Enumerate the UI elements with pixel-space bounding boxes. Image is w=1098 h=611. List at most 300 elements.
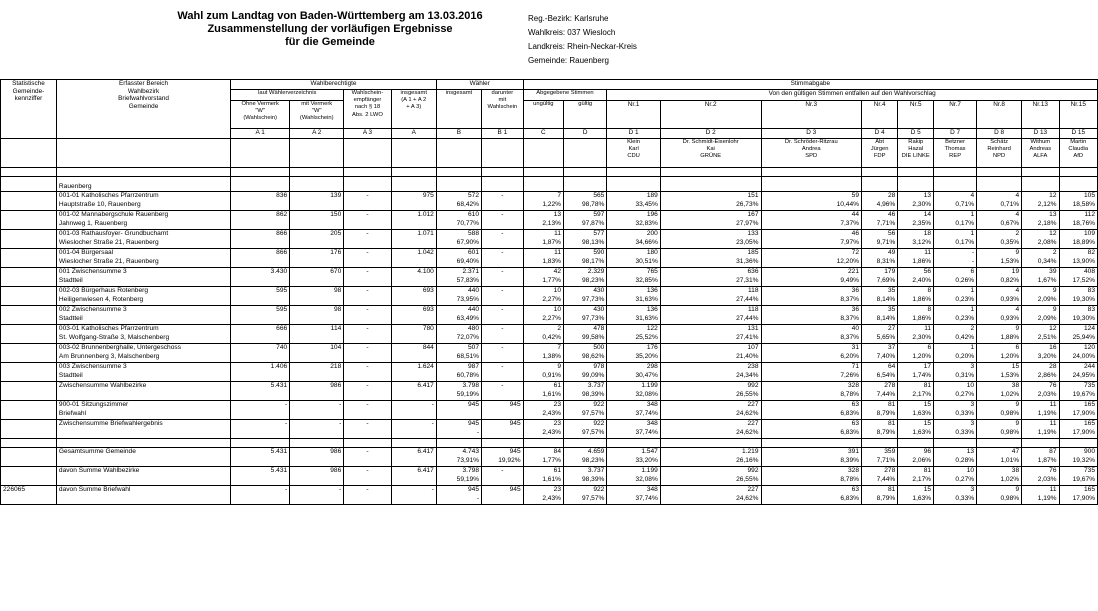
value-a3: - (344, 325, 391, 335)
party-pct: 1,88% (977, 334, 1022, 344)
value-a3: - (344, 287, 391, 297)
pct-b: 57,83% (436, 277, 481, 287)
pct-b: 73,95% (436, 296, 481, 306)
party-pct: 17,90% (1059, 410, 1098, 420)
value-a3: - (344, 467, 391, 477)
party-votes: 359 (862, 448, 898, 458)
empty-a2 (290, 239, 344, 249)
stat-code-2 (1, 239, 57, 249)
party-pct: 7,97% (761, 239, 862, 249)
party-pct: 8,31% (862, 258, 898, 268)
value-a2: 986 (290, 382, 344, 392)
party-pct: 2,09% (1022, 296, 1059, 306)
party-votes: 3 (934, 363, 977, 373)
party-pct: 1,86% (898, 315, 934, 325)
stat-code (1, 420, 57, 430)
value-b: 2.371 (436, 268, 481, 278)
col-area-line: Gemeinde (128, 102, 159, 110)
value-d: 3.737 (564, 467, 607, 477)
blank-cell (977, 168, 1022, 177)
col-candidate-line: Betzner (945, 139, 966, 145)
party-pct: 8,79% (862, 410, 898, 420)
empty-a3 (344, 258, 391, 268)
party-pct: 1,53% (977, 258, 1022, 268)
blank-cell (1, 139, 57, 168)
value-a: 6.417 (391, 467, 436, 477)
party-votes: 63 (761, 486, 862, 496)
stat-code (1, 344, 57, 354)
party-votes: 9 (977, 486, 1022, 496)
col-darunter-line: Wahlschein (487, 104, 518, 111)
party-votes: 11 (898, 325, 934, 335)
stat-code-2 (1, 457, 57, 467)
party-pct: 4,96% (862, 201, 898, 211)
value-a3: - (344, 363, 391, 373)
col-code: A 2 (290, 129, 344, 139)
party-votes: 244 (1059, 363, 1098, 373)
party-pct: 2,17% (898, 476, 934, 486)
pct-b: 68,42% (436, 201, 481, 211)
empty-a3 (344, 410, 391, 420)
party-pct: 32,85% (607, 277, 660, 287)
blank-cell (607, 439, 660, 448)
party-pct: 0,42% (934, 334, 977, 344)
party-pct: 24,62% (660, 429, 761, 439)
value-a3: - (344, 268, 391, 278)
col-candidate-line: SPD (805, 153, 818, 160)
table-row (1, 296, 1098, 306)
value-c: 10 (523, 306, 563, 316)
party-pct: 35,20% (607, 353, 660, 363)
empty-a2 (290, 372, 344, 382)
stat-code (1, 306, 57, 316)
empty-a1 (231, 410, 290, 420)
party-pct: 17,90% (1059, 429, 1098, 439)
table-row (1, 230, 1098, 240)
party-pct: 8,79% (862, 495, 898, 505)
col-candidate-line: AfD (1073, 153, 1084, 160)
value-d: 430 (564, 306, 607, 316)
empty-a3 (344, 239, 391, 249)
blank-cell (862, 177, 898, 192)
value-b1: - (482, 230, 524, 240)
party-pct: 0,23% (934, 315, 977, 325)
value-a2: - (290, 420, 344, 430)
value-a3: - (344, 420, 391, 430)
party-votes: 3 (934, 486, 977, 496)
value-b: 480 (436, 325, 481, 335)
party-pct: 1,19% (1022, 429, 1059, 439)
party-votes: 40 (761, 325, 862, 335)
blank-cell (977, 177, 1022, 192)
party-votes: 37 (862, 344, 898, 354)
col-mit-vermerk-line: mit Vermerk (301, 101, 333, 107)
party-votes: 1 (934, 287, 977, 297)
empty-a1 (231, 372, 290, 382)
party-pct: 34,66% (607, 239, 660, 249)
pct-c: 1,77% (523, 457, 563, 467)
blank-cell (862, 168, 898, 177)
col-mit-vermerk-line: "W" (311, 108, 322, 115)
pct-d: 97,87% (564, 220, 607, 230)
empty-a2 (290, 457, 344, 467)
pct-b: 69,40% (436, 258, 481, 268)
party-pct: 2,08% (1022, 239, 1059, 249)
empty-a (391, 372, 436, 382)
area-name: 001-01 Katholisches Pfarrzentrum (56, 192, 230, 202)
party-votes: 167 (660, 211, 761, 221)
party-pct: 7,44% (862, 476, 898, 486)
col-insgesamt-a (391, 90, 436, 129)
party-pct: 7,71% (862, 220, 898, 230)
table-row (1, 168, 1098, 177)
party-pct: 3,20% (1022, 353, 1059, 363)
party-votes: 56 (862, 230, 898, 240)
party-votes: 81 (862, 401, 898, 411)
col-candidate-line: Rakip (908, 139, 924, 145)
value-b: 572 (436, 192, 481, 202)
party-votes: 735 (1059, 467, 1098, 477)
col-code: A 3 (344, 129, 391, 139)
party-votes: 9 (1022, 306, 1059, 316)
party-pct: 33,45% (607, 201, 660, 211)
party-pct: 7,26% (761, 372, 862, 382)
party-pct: 0,71% (977, 201, 1022, 211)
value-d: 478 (564, 325, 607, 335)
value-b: 610 (436, 211, 481, 221)
party-votes: 196 (607, 211, 660, 221)
value-a1: 5.431 (231, 467, 290, 477)
party-votes: 165 (1059, 486, 1098, 496)
empty-a1 (231, 391, 290, 401)
area-name: 001-04 Bürgersaal (56, 249, 230, 259)
area-address (56, 495, 230, 505)
col-party-code: D 7 (934, 129, 977, 139)
party-pct: 2,09% (1022, 315, 1059, 325)
pct-b: - (436, 495, 481, 505)
title-line-3: für die Gemeinde (285, 36, 375, 48)
party-pct: 21,40% (660, 353, 761, 363)
party-votes: 180 (607, 249, 660, 259)
col-wahlschein-empf-line: Abs. 2 LWO (352, 111, 383, 118)
value-d: 4.659 (564, 448, 607, 458)
col-darunter (482, 90, 524, 129)
empty-a2 (290, 391, 344, 401)
party-votes: 35 (862, 287, 898, 297)
stat-code: 226065 (1, 486, 57, 496)
area-name: 002 Zwischensumme 3 (56, 306, 230, 316)
blank-cell (290, 139, 344, 168)
pct-c: 2,27% (523, 315, 563, 325)
party-pct: 9,71% (862, 239, 898, 249)
party-votes: 131 (660, 325, 761, 335)
area-name: 001-03 Rathausfoyer- Grundbuchamt (56, 230, 230, 240)
col-party-nr: Nr.4 (862, 101, 898, 129)
value-b1: - (482, 268, 524, 278)
party-votes: 136 (607, 306, 660, 316)
col-candidate-line: Withum (1030, 139, 1051, 145)
empty-a (391, 457, 436, 467)
party-pct: 0,67% (977, 220, 1022, 230)
party-votes: 19 (977, 268, 1022, 278)
blank-cell (231, 168, 290, 177)
party-votes: 105 (1059, 192, 1098, 202)
party-votes: 9 (977, 401, 1022, 411)
blank-cell (607, 168, 660, 177)
empty-a3 (344, 315, 391, 325)
title-line-1: Wahl zum Landtag von Baden-Württemberg am 13.03.2016 (177, 10, 483, 22)
empty-a (391, 391, 436, 401)
value-a3: - (344, 486, 391, 496)
col-candidate-line: FDP (873, 153, 886, 160)
blank-cell (761, 177, 862, 192)
empty-a1 (231, 296, 290, 306)
party-votes: 47 (977, 448, 1022, 458)
blank-cell (391, 439, 436, 448)
area-address: Stadtteil (56, 372, 230, 382)
pct-b: - (436, 429, 481, 439)
blank-cell (391, 177, 436, 192)
party-votes: 151 (660, 192, 761, 202)
col-area-line: Briefwahlvorstand (118, 95, 169, 103)
party-votes: 46 (862, 211, 898, 221)
party-pct: 32,08% (607, 476, 660, 486)
table-row (1, 439, 1098, 448)
meta-wahlkreis: Wahlkreis: 037 Wiesloch (528, 28, 616, 37)
party-pct: 8,78% (761, 391, 862, 401)
col-candidate-line: Claudia (1068, 146, 1089, 153)
value-c: 11 (523, 230, 563, 240)
area-address: Hauptstraße 10, Rauenberg (56, 201, 230, 211)
col-wahlschein-empf-line: Wahlschein- (351, 90, 384, 96)
empty-a1 (231, 220, 290, 230)
party-pct: 1,67% (1022, 277, 1059, 287)
party-votes: 13 (898, 192, 934, 202)
empty-a2 (290, 201, 344, 211)
value-c: 23 (523, 420, 563, 430)
table-row (1, 391, 1098, 401)
empty-a3 (344, 277, 391, 287)
value-b: 945 (436, 401, 481, 411)
col-code: B (436, 129, 481, 139)
party-pct: 2,35% (898, 220, 934, 230)
value-c: 13 (523, 211, 563, 221)
value-a2: 205 (290, 230, 344, 240)
value-b1: - (482, 287, 524, 297)
party-votes: 227 (660, 401, 761, 411)
pct-b (436, 410, 481, 420)
party-pct: 18,89% (1059, 239, 1098, 249)
col-party-nr: Nr.1 (607, 101, 660, 129)
value-a1: 740 (231, 344, 290, 354)
value-a1: 666 (231, 325, 290, 335)
col-party-code: D 4 (862, 129, 898, 139)
blank-cell (934, 439, 977, 448)
empty-a2 (290, 315, 344, 325)
table-row (1, 315, 1098, 325)
blank-cell (56, 439, 230, 448)
value-a2: 98 (290, 306, 344, 316)
blank-cell (436, 139, 481, 168)
party-votes: - (934, 249, 977, 259)
col-party-code: D 3 (761, 129, 862, 139)
value-a: 1.012 (391, 211, 436, 221)
party-votes: 35 (862, 306, 898, 316)
pct-b1 (482, 258, 524, 268)
value-b: 987 (436, 363, 481, 373)
col-code: B 1 (482, 129, 524, 139)
blank-cell (290, 439, 344, 448)
col-party-nr: Nr.2 (660, 101, 761, 129)
pct-d: 98,78% (564, 201, 607, 211)
blank-cell (564, 139, 607, 168)
pct-b: 59,19% (436, 391, 481, 401)
pct-c: 0,91% (523, 372, 563, 382)
blank-cell (436, 177, 481, 192)
col-ohne-vermerk (231, 101, 290, 129)
party-votes: 63 (761, 401, 862, 411)
blank-cell (1059, 168, 1098, 177)
value-b: 945 (436, 486, 481, 496)
party-votes: 13 (1022, 211, 1059, 221)
party-pct: 1,20% (898, 353, 934, 363)
value-a1: 5.431 (231, 382, 290, 392)
party-pct: 27,97% (660, 220, 761, 230)
empty-a1 (231, 429, 290, 439)
table-row (1, 277, 1098, 287)
stat-code-2 (1, 476, 57, 486)
col-candidate (977, 139, 1022, 168)
value-c: 2 (523, 325, 563, 335)
party-votes: 71 (761, 363, 862, 373)
value-a3: - (344, 211, 391, 221)
party-pct: 23,05% (660, 239, 761, 249)
party-pct: 0,20% (934, 353, 977, 363)
table-row (1, 448, 1098, 458)
col-candidate-line: Kai (706, 146, 715, 153)
col-candidate (607, 139, 660, 168)
party-pct: 37,74% (607, 495, 660, 505)
party-votes: 118 (660, 306, 761, 316)
party-pct: 30,51% (607, 258, 660, 268)
blank-cell (482, 168, 524, 177)
col-candidate (1059, 139, 1098, 168)
party-votes: 38 (977, 467, 1022, 477)
pct-b1 (482, 476, 524, 486)
pct-c: 1,83% (523, 258, 563, 268)
value-a2: 986 (290, 448, 344, 458)
blank-cell (523, 139, 563, 168)
blank-cell (523, 168, 563, 177)
table-row (1, 192, 1098, 202)
blank-cell (1, 168, 57, 177)
party-votes: 1.547 (607, 448, 660, 458)
party-pct: 6,54% (862, 372, 898, 382)
party-pct: 1,63% (898, 495, 934, 505)
table-row (1, 429, 1098, 439)
party-pct: 0,93% (977, 296, 1022, 306)
party-votes: 179 (862, 268, 898, 278)
empty-a3 (344, 296, 391, 306)
value-b: 945 (436, 420, 481, 430)
pct-d: 98,13% (564, 239, 607, 249)
empty-a1 (231, 239, 290, 249)
table-row (1, 372, 1098, 382)
pct-b1 (482, 277, 524, 287)
value-a: - (391, 401, 436, 411)
party-pct: 2,30% (898, 201, 934, 211)
blank-cell (898, 168, 934, 177)
party-votes: 227 (660, 486, 761, 496)
party-pct: 8,37% (761, 315, 862, 325)
empty-a (391, 201, 436, 211)
stat-code-2 (1, 334, 57, 344)
stat-code-2 (1, 410, 57, 420)
area-name: Zwischensumme Briefwahlergebnis (56, 420, 230, 430)
party-votes: 9 (977, 325, 1022, 335)
blank-cell (523, 439, 563, 448)
party-votes: 27 (862, 325, 898, 335)
report-meta (528, 12, 637, 68)
col-party-nr: Nr.8 (977, 101, 1022, 129)
area-address: Stadtteil (56, 277, 230, 287)
value-d: 500 (564, 344, 607, 354)
area-address (56, 457, 230, 467)
col-ungueltig: ungültig (523, 101, 563, 129)
blank-cell (1059, 439, 1098, 448)
value-a1: 595 (231, 306, 290, 316)
col-candidate-line: Hazal (908, 146, 924, 153)
party-votes: 992 (660, 467, 761, 477)
party-votes: 124 (1059, 325, 1098, 335)
pct-c: 0,42% (523, 334, 563, 344)
value-b1: - (482, 249, 524, 259)
pct-c: 2,43% (523, 495, 563, 505)
empty-a (391, 239, 436, 249)
stat-code (1, 211, 57, 221)
area-address: Wieslocher Straße 21, Rauenberg (56, 239, 230, 249)
party-pct: 37,74% (607, 410, 660, 420)
blank-cell (56, 168, 230, 177)
blank-cell (231, 439, 290, 448)
area-address: Wieslocher Straße 21, Rauenberg (56, 258, 230, 268)
party-pct: 6,20% (761, 353, 862, 363)
party-pct: 7,69% (862, 277, 898, 287)
value-c: 9 (523, 363, 563, 373)
value-a1: 5.431 (231, 448, 290, 458)
value-a: 780 (391, 325, 436, 335)
col-candidate (1022, 139, 1059, 168)
party-votes: 11 (1022, 420, 1059, 430)
blank-cell (391, 139, 436, 168)
party-pct: 19,30% (1059, 315, 1098, 325)
party-votes: 4 (977, 306, 1022, 316)
value-a: 693 (391, 287, 436, 297)
party-pct: 2,03% (1022, 391, 1059, 401)
value-a2: - (290, 486, 344, 496)
party-votes: 16 (1022, 344, 1059, 354)
party-pct: 0,98% (977, 410, 1022, 420)
party-votes: 165 (1059, 401, 1098, 411)
party-votes: 735 (1059, 382, 1098, 392)
party-pct: 1,63% (898, 410, 934, 420)
stat-code-2 (1, 429, 57, 439)
party-votes: 408 (1059, 268, 1098, 278)
value-a3: - (344, 382, 391, 392)
value-b: 440 (436, 306, 481, 316)
party-votes: 56 (898, 268, 934, 278)
party-pct: 27,44% (660, 296, 761, 306)
